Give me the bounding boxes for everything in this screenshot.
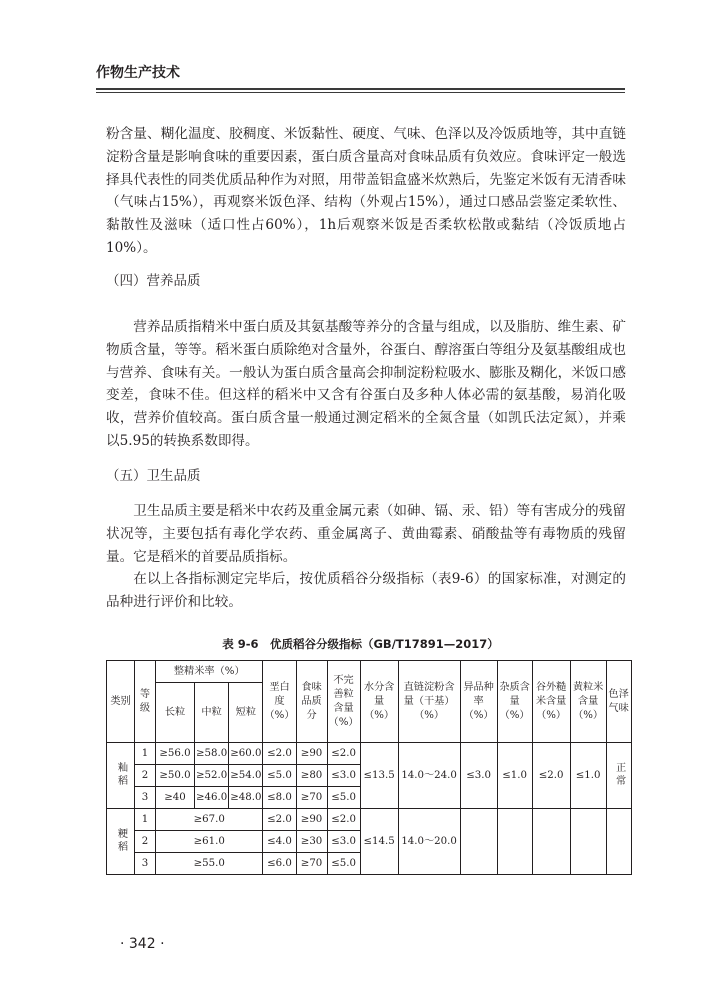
section-heading-hygiene: （五）卫生品质 xyxy=(106,468,201,484)
cell-yellow: ≤1.0 xyxy=(570,743,606,809)
cell-empty xyxy=(570,809,606,875)
header-chalkiness: 垩白度（%） xyxy=(263,661,296,743)
cell-long: ≥56.0 xyxy=(156,743,195,765)
cell-grade: 2 xyxy=(135,765,156,787)
cell-chalk: ≤5.0 xyxy=(263,765,296,787)
cell-grade: 3 xyxy=(135,787,156,809)
cell-taste: ≥80 xyxy=(296,765,327,787)
header-foreign: 谷外糙米含量（%） xyxy=(532,661,570,743)
header-moisture: 水分含量（%） xyxy=(360,661,398,743)
header-taste-score: 食味品质分 xyxy=(296,661,327,743)
section-heading-nutrition: （四）营养品质 xyxy=(106,273,201,289)
cell-empty xyxy=(460,809,497,875)
paragraph-hygiene: 卫生品质主要是稻米中农药及重金属元素（如砷、镉、汞、铅）等有害成分的残留状况等，主要包括有毒化学农药、重金属离子、黄曲霉素、硝酸盐等有毒物质的残留量。它是稻米的首要品质指标。 xyxy=(106,503,626,565)
cell-imperfect: ≤2.0 xyxy=(327,809,360,831)
header-rule xyxy=(96,88,625,90)
cell-long: ≥50.0 xyxy=(156,765,195,787)
header-type: 类别 xyxy=(107,661,135,743)
cell-empty xyxy=(497,809,532,875)
cell-taste: ≥70 xyxy=(296,853,327,875)
header-medium: 中粒 xyxy=(195,683,229,743)
cell-taste: ≥90 xyxy=(296,743,327,765)
cell-imperfect: ≤3.0 xyxy=(327,831,360,853)
cell-empty xyxy=(532,809,570,875)
paragraph-nutrition: 营养品质指精米中蛋白质及其氨基酸等养分的含量与组成，以及脂肪、维生素、矿物质含量，等等。稻米蛋白质除绝对含量外，谷蛋白、醇溶蛋白等组分及氨基酸组成也与营养、食味有关。一般认为蛋白质含量高会抑制淀粉粒吸水、膨胀及糊化，米饭口感变差，食味不佳。但这样的稻米中又含有谷蛋白及多种人体必需的氨基酸，易消化吸收，营养价值较高。蛋白质含量一般通过测定稻米的全氮含量（如凯氏法定氮），并乘以5.95的转换系数即得。 xyxy=(106,319,626,449)
cell-milled: ≥55.0 xyxy=(156,853,263,875)
cell-moisture: ≤13.5 xyxy=(360,743,398,809)
rice-grade-table xyxy=(106,660,632,875)
cell-short: ≥54.0 xyxy=(229,765,263,787)
cell-amylose: 14.0～20.0 xyxy=(398,809,460,875)
cell-taste: ≥90 xyxy=(296,809,327,831)
table-row xyxy=(107,809,632,831)
section-nutrition xyxy=(106,270,626,293)
cell-imperfect: ≤3.0 xyxy=(327,765,360,787)
cell-chalk: ≤6.0 xyxy=(263,853,296,875)
cell-taste: ≥30 xyxy=(296,831,327,853)
paragraph-food-taste: 粉含量、糊化温度、胶稠度、米饭黏性、硬度、气味、色泽以及冷饭质地等，其中直链淀粉含量是影响食味的重要因素，蛋白质含量高对食味品质有负效应。食味评定一般选择具代表性的同类优质品种作为对照，用带盖铝盒盛米炊熟后，先鉴定米饭有无清香味（气味占15%），再观察米饭色泽、结构（外观占15%），通过口感品尝鉴定柔软性、黏散性及滋味（适口性占60%），1h后观察米饭是否柔软松散或黏结（冷饭质地占10%）。 xyxy=(106,126,626,256)
header-variety: 异品种率（%） xyxy=(460,661,497,743)
header-short: 短粒 xyxy=(229,683,263,743)
cell-taste: ≥70 xyxy=(296,787,327,809)
cell-variety: ≤3.0 xyxy=(460,743,497,809)
section-nutrition-body xyxy=(106,316,626,453)
cell-chalk: ≤8.0 xyxy=(263,787,296,809)
table-row xyxy=(107,743,632,765)
section-hygiene-body xyxy=(106,500,626,614)
body-text xyxy=(106,123,626,260)
cell-chalk: ≤2.0 xyxy=(263,809,296,831)
cell-grade: 3 xyxy=(135,853,156,875)
header-long: 长粒 xyxy=(156,683,195,743)
cell-moisture: ≤14.5 xyxy=(360,809,398,875)
cell-grade: 1 xyxy=(135,743,156,765)
paragraph-evaluation: 在以上各指标测定完毕后，按优质稻谷分级指标（表9-6）的国家标准，对测定的品种进行评价和比较。 xyxy=(106,571,626,611)
header-amylose: 直链淀粉含量（干基）（%） xyxy=(398,661,460,743)
header-yellow: 黄粒米含量（%） xyxy=(570,661,606,743)
cell-medium: ≥46.0 xyxy=(195,787,229,809)
cell-milled: ≥67.0 xyxy=(156,809,263,831)
cell-foreign: ≤2.0 xyxy=(532,743,570,809)
cell-imperfect: ≤5.0 xyxy=(327,787,360,809)
header-impurity: 杂质含量（%） xyxy=(497,661,532,743)
cell-short: ≥60.0 xyxy=(229,743,263,765)
cell-color-odor: 正常 xyxy=(606,743,631,809)
cell-medium: ≥58.0 xyxy=(195,743,229,765)
header-imperfect: 不完善粒含量（%） xyxy=(327,661,360,743)
cell-grade: 2 xyxy=(135,831,156,853)
category-japonica: 粳稻 xyxy=(107,809,135,875)
header-rule-thin xyxy=(96,92,625,93)
page-number: · 342 · xyxy=(120,936,165,952)
table-caption: 表 9-6 优质稻谷分级指标（GB/T17891—2017） xyxy=(222,637,499,651)
header-milled-rate: 整精米率（%） xyxy=(156,661,263,683)
cell-milled: ≥61.0 xyxy=(156,831,263,853)
cell-chalk: ≤4.0 xyxy=(263,831,296,853)
section-hygiene xyxy=(106,465,626,488)
cell-impurity: ≤1.0 xyxy=(497,743,532,809)
cell-imperfect: ≤2.0 xyxy=(327,743,360,765)
cell-long: ≥40 xyxy=(156,787,195,809)
cell-imperfect: ≤5.0 xyxy=(327,853,360,875)
category-indica: 籼稻 xyxy=(107,743,135,809)
cell-grade: 1 xyxy=(135,809,156,831)
cell-empty xyxy=(606,809,631,875)
header-grade: 等级 xyxy=(135,661,156,743)
cell-amylose: 14.0～24.0 xyxy=(398,743,460,809)
header-color-odor: 色泽气味 xyxy=(606,661,631,743)
cell-chalk: ≤2.0 xyxy=(263,743,296,765)
running-header: 作物生产技术 xyxy=(96,65,180,81)
cell-medium: ≥52.0 xyxy=(195,765,229,787)
cell-short: ≥48.0 xyxy=(229,787,263,809)
